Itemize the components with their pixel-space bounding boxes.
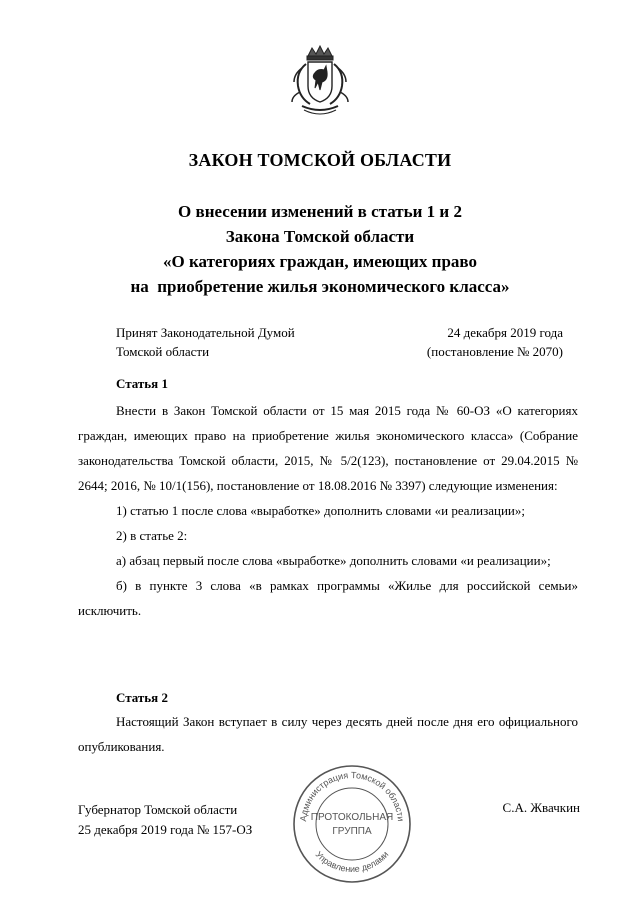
document-title: ЗАКОН ТОМСКОЙ ОБЛАСТИ xyxy=(188,150,452,170)
coat-of-arms-icon xyxy=(286,42,354,118)
article-paragraph: Внести в Закон Томской области от 15 мая 2015 года № 60-ОЗ «О категориях граждан, имеющих право на приобретение жилья экономического класса» (Собрание законодательства Томской области, 2015, № 5/2(123), постановление от 29.04.2015 № 2644; 2016, № 10/1(156), постановление от 18.08.2016 № 3397) следующие изменения: xyxy=(78,403,578,493)
adoption-body-line: Томской области xyxy=(116,344,210,359)
signature-block xyxy=(78,800,252,840)
stamp-ring-bottom: Управление делами xyxy=(313,849,391,875)
article-1-body xyxy=(78,398,578,623)
article-2-body xyxy=(78,709,578,759)
adoption-body xyxy=(116,323,295,361)
article-2-heading: Статья 2 xyxy=(116,690,168,705)
adoption-date xyxy=(427,323,563,361)
stamp-center-line: ПРОТОКОЛЬНАЯ xyxy=(310,812,394,823)
official-stamp xyxy=(290,762,414,886)
article-1-heading: Статья 1 xyxy=(116,376,168,391)
article-paragraph: 2) в статье 2: xyxy=(116,528,188,543)
subtitle-line: Закона Томской области xyxy=(225,227,415,246)
stamp-ring-top: Администрация Томской области xyxy=(298,769,406,822)
signatory-position: Губернатор Томской области xyxy=(78,802,238,817)
article-paragraph: Настоящий Закон вступает в силу через десять дней после дня его официального опубликования. xyxy=(78,714,578,754)
subtitle-line: на приобретение жилья экономического класса» xyxy=(130,277,510,296)
adoption-date-text: 24 декабря 2019 года xyxy=(447,325,563,340)
article-paragraph: а) абзац первый после слова «выработке» дополнить словами «и реализации»; xyxy=(116,553,551,568)
signatory-name: С.А. Жвачкин xyxy=(502,800,580,815)
subtitle-line: О внесении изменений в статьи 1 и 2 xyxy=(178,202,462,221)
document-subtitle xyxy=(0,199,640,299)
article-paragraph: б) в пункте 3 слова «в рамках программы «Жилье для российской семьи» исключить. xyxy=(78,578,578,618)
adoption-body-line: Принят Законодательной Думой xyxy=(116,325,295,340)
stamp-center-line: ГРУППА xyxy=(332,826,372,837)
subtitle-line: «О категориях граждан, имеющих право xyxy=(163,252,477,271)
adoption-resolution: (постановление № 2070) xyxy=(426,344,563,359)
signature-date-number: 25 декабря 2019 года № 157-ОЗ xyxy=(78,822,253,837)
article-paragraph: 1) статью 1 после слова «выработке» дополнить словами «и реализации»; xyxy=(116,503,525,518)
